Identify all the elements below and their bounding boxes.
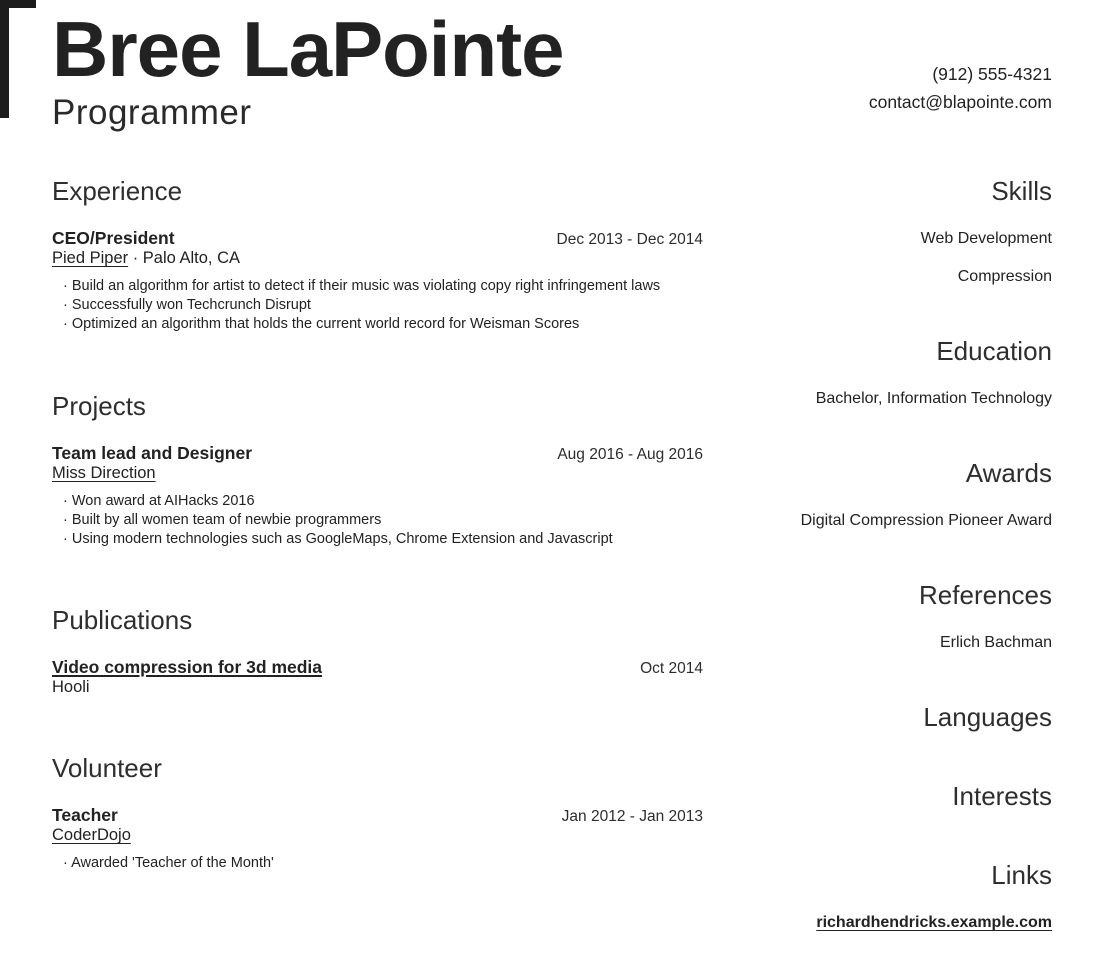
sidebar-column bbox=[703, 178, 1052, 932]
education-heading: Education bbox=[936, 336, 1052, 366]
highlight-item: · Optimized an algorithm that holds the current world record for Weisman Scores bbox=[63, 315, 703, 334]
entry-title-row bbox=[52, 806, 703, 826]
project-entry bbox=[52, 444, 703, 550]
entry-highlights bbox=[52, 492, 703, 550]
publisher-name bbox=[52, 678, 703, 697]
entry-title: CEO/President bbox=[52, 228, 175, 248]
organization-label: Hooli bbox=[52, 678, 90, 697]
resume-header bbox=[52, 5, 1052, 134]
publications-heading: Publications bbox=[52, 605, 193, 636]
entry-date: Aug 2016 - Aug 2016 bbox=[557, 445, 703, 463]
entry-title: Team lead and Designer bbox=[52, 442, 253, 463]
resume-body bbox=[52, 178, 1052, 932]
section-publications bbox=[52, 607, 703, 697]
corner-mark-horizontal-bar bbox=[0, 0, 36, 8]
highlight-item: · Won award at AIHacks 2016 bbox=[63, 492, 703, 511]
section-education bbox=[703, 338, 1052, 408]
website-link[interactable]: richardhendricks.example.com bbox=[816, 914, 1052, 931]
interests-heading: Interests bbox=[952, 781, 1052, 811]
entry-highlights bbox=[52, 854, 703, 873]
section-volunteer bbox=[52, 755, 703, 873]
organization-link[interactable]: Miss Direction bbox=[52, 463, 156, 482]
publication-entry bbox=[52, 658, 703, 697]
entry-subtitle bbox=[52, 464, 703, 483]
experience-heading: Experience bbox=[52, 176, 183, 206]
person-name: Bree LaPointe bbox=[52, 5, 564, 93]
contact-block bbox=[869, 60, 1052, 134]
section-projects bbox=[52, 390, 703, 550]
phone-number: (912) 555-4321 bbox=[932, 64, 1052, 84]
entry-subtitle bbox=[52, 249, 703, 268]
entry-subtitle bbox=[52, 826, 703, 845]
entry-highlights bbox=[52, 277, 703, 335]
skill-item: Web Development bbox=[920, 230, 1052, 247]
entry-location: · Palo Alto, CA bbox=[128, 249, 241, 267]
organization-link[interactable]: Pied Piper bbox=[52, 249, 129, 267]
person-role: Programmer bbox=[52, 93, 252, 132]
highlight-item: · Build an algorithm for artist to detect if their music was violating copy right infringement laws bbox=[63, 277, 703, 296]
skill-item: Compression bbox=[957, 268, 1052, 285]
awards-heading: Awards bbox=[965, 458, 1052, 488]
highlight-item: · Built by all women team of newbie programmers bbox=[63, 511, 703, 530]
volunteer-entry bbox=[52, 806, 703, 873]
entry-date: Dec 2013 - Dec 2014 bbox=[556, 231, 703, 248]
section-links bbox=[703, 862, 1052, 932]
identity-block bbox=[52, 5, 564, 134]
entry-date: Jan 2012 - Jan 2013 bbox=[561, 808, 703, 826]
main-column bbox=[52, 178, 703, 932]
entry-title-row bbox=[52, 229, 703, 249]
entry-title-row bbox=[52, 658, 703, 678]
reference-item: Erlich Bachman bbox=[939, 634, 1052, 651]
volunteer-heading: Volunteer bbox=[52, 753, 162, 784]
section-languages bbox=[703, 704, 1052, 731]
highlight-item: · Using modern technologies such as GoogleMaps, Chrome Extension and Javascript bbox=[63, 530, 703, 549]
email-address: contact@blapointe.com bbox=[868, 92, 1052, 112]
award-item: Digital Compression Pioneer Award bbox=[800, 512, 1052, 529]
section-experience bbox=[52, 178, 703, 335]
corner-mark-vertical-bar bbox=[0, 0, 9, 118]
section-awards bbox=[703, 460, 1052, 530]
skills-heading: Skills bbox=[991, 176, 1052, 206]
entry-date: Oct 2014 bbox=[640, 660, 703, 678]
entry-title-row bbox=[52, 444, 703, 464]
section-references bbox=[703, 582, 1052, 652]
education-item: Bachelor, Information Technology bbox=[815, 390, 1052, 407]
highlight-item: · Awarded 'Teacher of the Month' bbox=[63, 854, 703, 873]
entry-title: Teacher bbox=[52, 805, 118, 826]
projects-heading: Projects bbox=[52, 390, 146, 421]
languages-heading: Languages bbox=[923, 702, 1052, 732]
section-skills bbox=[703, 178, 1052, 286]
highlight-item: · Successfully won Techcrunch Disrupt bbox=[63, 296, 703, 315]
links-heading: Links bbox=[991, 860, 1052, 890]
experience-entry bbox=[52, 229, 703, 335]
references-heading: References bbox=[919, 580, 1052, 610]
publication-title-link[interactable]: Video compression for 3d media bbox=[52, 657, 323, 678]
organization-link[interactable]: CoderDojo bbox=[52, 826, 131, 845]
section-interests bbox=[703, 783, 1052, 810]
